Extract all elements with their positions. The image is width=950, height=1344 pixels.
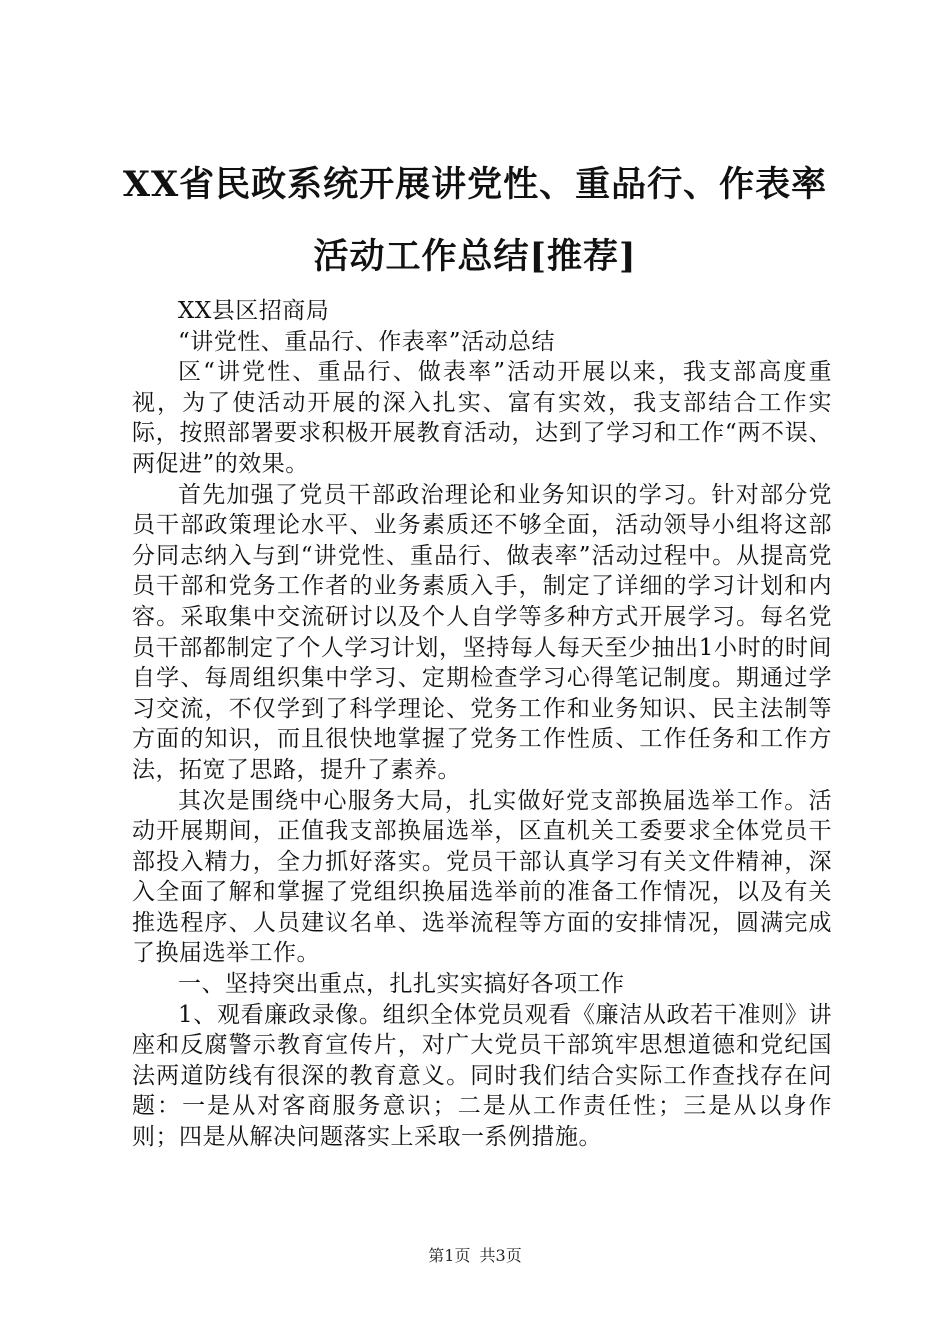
document-body (132, 296, 832, 1153)
title-line-1: XX省民政系统开展讲党性、重品行、作表率 (122, 164, 828, 205)
paragraph-intro: 区“讲党性、重品行、做表率”活动开展以来，我支部高度重视，为了使活动开展的深入扎实、富有实效，我支部结合工作实际，按照部署要求积极开展教育活动，达到了学习和工作“两不误、两促进”的效果。 (132, 359, 832, 477)
title-line-2: 活动工作总结[推荐] (313, 236, 637, 277)
org-name: XX县区招商局 (178, 298, 330, 324)
document-title (60, 160, 890, 304)
paragraph-study: 首先加强了党员干部政治理论和业务知识的学习。针对部分党员干部政策理论水平、业务素质还不够全面，活动领导小组将这部分同志纳入与到“讲党性、重品行、做表率”活动过程中。从提高党员干部和党务工作者的业务素质入手，制定了详细的学习计划和内容。采取集中交流研讨以及个人自学等多种方式开展学习。每名党员干部都制定了个人学习计划，坚持每人每天至少抽出1小时的时间自学、每周组织集中学习、定期检查学习心得笔记制度。期通过学习交流，不仅学到了科学理论、党务工作和业务知识、民主法制等方面的知识，而且很快地掌握了党务工作性质、工作任务和工作方法，拓宽了思路，提升了素养。 (132, 481, 832, 783)
paragraph-election: 其次是围绕中心服务大局，扎实做好党支部换届选举工作。活动开展期间，正值我支部换届选举，区直机关工委要求全体党员干部投入精力，全力抓好落实。党员干部认真学习有关文件精神，深入全面了解和掌握了党组织换届选举前的准备工作情况，以及有关推选程序、人员建议名单、选举流程等方面的安排情况，圆满完成了换届选举工作。 (132, 787, 832, 967)
subtitle: “讲党性、重品行、作表率”活动总结 (178, 328, 556, 355)
section-heading-1: 一、坚持突出重点，扎扎实实搞好各项工作 (178, 971, 625, 998)
paragraph-item-1: 1、观看廉政录像。组织全体党员观看《廉洁从政若干准则》讲座和反腐警示教育宣传片，对广大党员干部筑牢思想道德和党纪国法两道防线有很深的教育意义。同时我们结合实际工作查找存在问题：一是从对客商服务意识；二是从工作责任性；三是从以身作则；四是从解决问题落实上采取一系例措施。 (132, 1001, 832, 1151)
page-number-footer: 第1页 共3页 (428, 1246, 522, 1265)
